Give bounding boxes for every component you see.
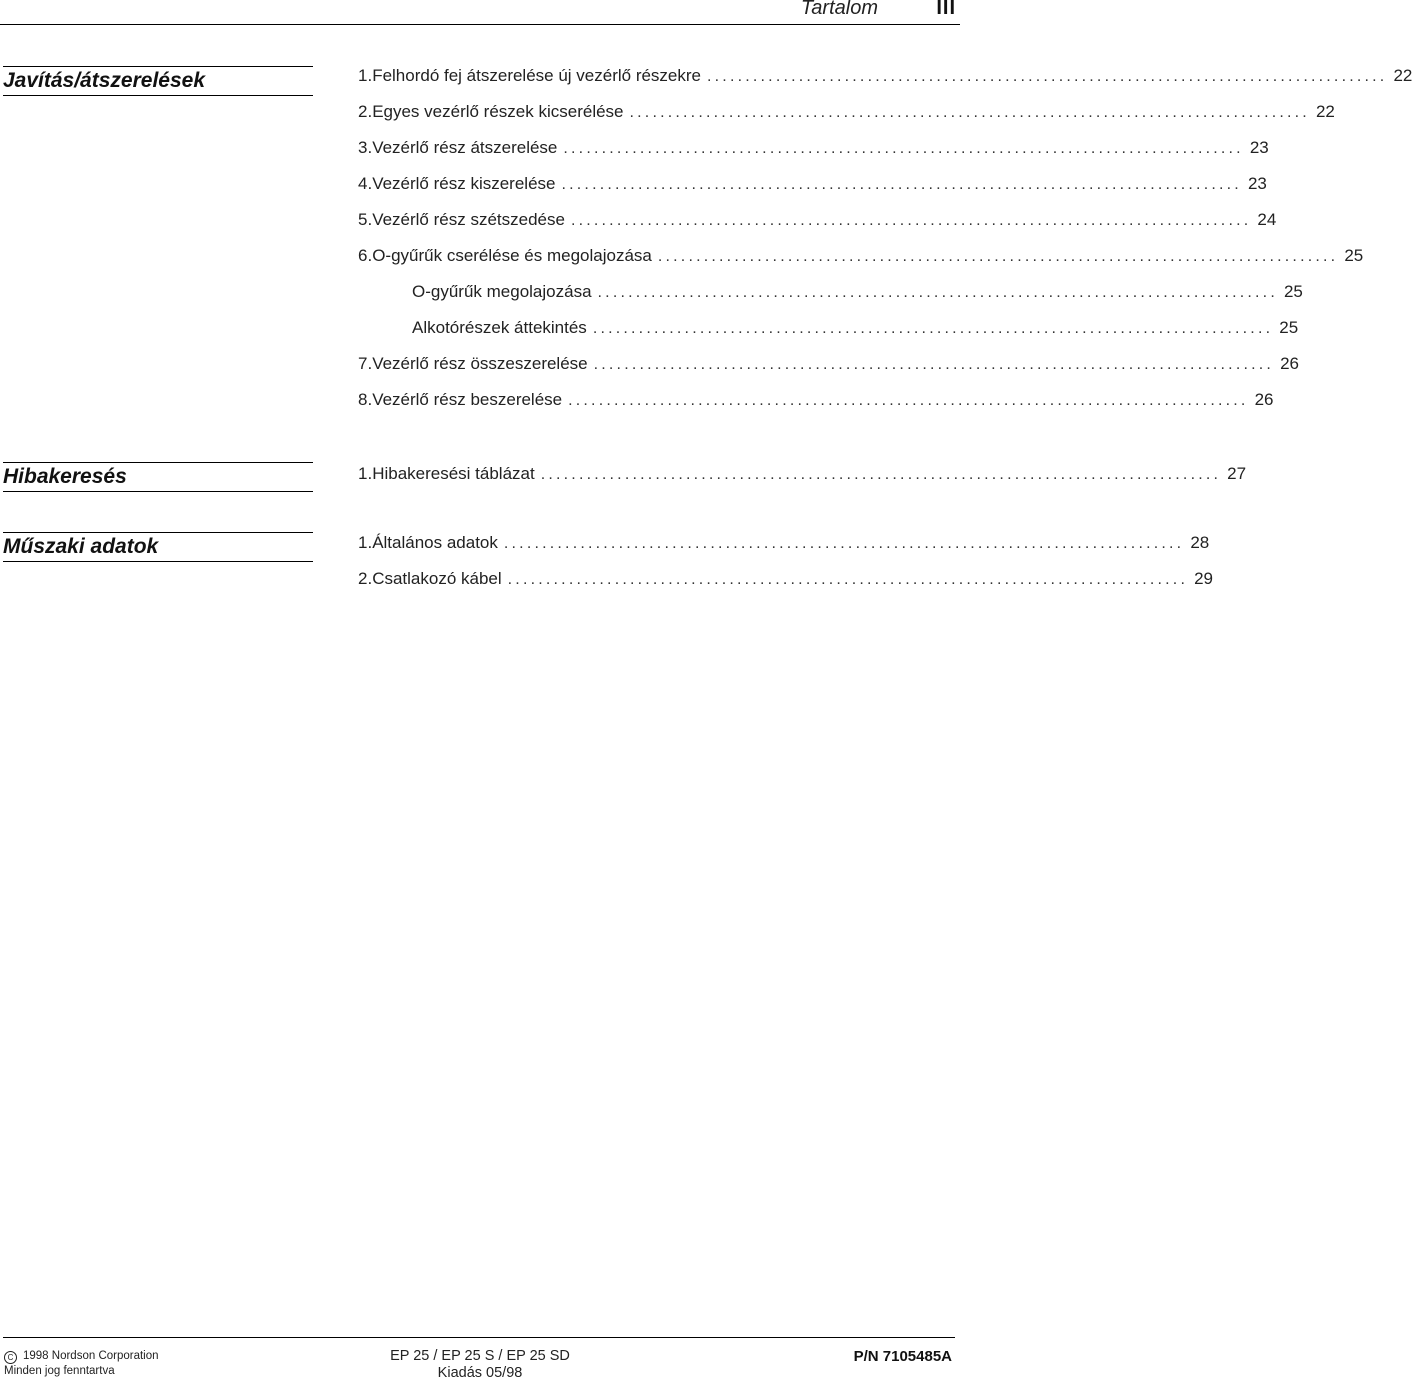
entry-page: 29 (1194, 569, 1214, 588)
leader-dots: ......................................................................................... (570, 212, 1252, 229)
entry-number: 4. (358, 174, 373, 193)
entry-title: Vezérlő rész kiszerelése (372, 174, 556, 193)
leader-dots: ......................................................................................... (540, 466, 1222, 483)
entry-title: Vezérlő rész szétszedése (372, 210, 565, 229)
toc-list (358, 58, 1412, 418)
header-page-number: III (936, 0, 956, 19)
leader-dots: ......................................................................................... (629, 104, 1310, 121)
rights-text: Minden jog fenntartva (4, 1365, 115, 1377)
footer-copyright (4, 1349, 159, 1378)
toc-subentry[interactable] (358, 310, 1299, 346)
leader-dots: ......................................................................................... (503, 535, 1185, 552)
footer-rule (3, 1337, 955, 1338)
toc-entry[interactable] (358, 561, 1214, 597)
toc-entry[interactable] (358, 166, 1267, 202)
entry-title: Csatlakozó kábel (372, 569, 502, 588)
entry-page: 26 (1280, 354, 1299, 373)
entry-title: O-gyűrűk cserélése és megolajozása (372, 246, 652, 265)
entry-title: Vezérlő rész összeszerelése (372, 354, 588, 373)
header-title: Tartalom (800, 0, 878, 19)
entry-title: Általános adatok (372, 533, 498, 552)
entry-page: 26 (1254, 390, 1274, 409)
entry-page: 28 (1190, 533, 1210, 552)
entry-number: 5. (358, 210, 373, 229)
section-title: Javítás/átszerelések (3, 69, 205, 92)
toc-entry[interactable] (358, 525, 1210, 561)
leader-dots: ......................................................................................... (707, 68, 1388, 85)
entry-page: 22 (1393, 66, 1412, 85)
toc-entry[interactable] (358, 58, 1412, 94)
entry-page: 23 (1247, 174, 1267, 193)
leader-dots: ......................................................................................... (657, 248, 1339, 265)
entry-number: 1. (358, 533, 373, 552)
header-rule (0, 24, 960, 25)
entry-page: 27 (1227, 464, 1247, 483)
toc-subentry[interactable] (358, 274, 1303, 310)
entry-page: 25 (1283, 282, 1303, 301)
copyright-icon: C (4, 1351, 17, 1364)
leader-dots: ......................................................................................... (561, 176, 1242, 193)
entry-page: 24 (1257, 210, 1277, 229)
entry-title: Vezérlő rész átszerelése (372, 138, 558, 157)
entry-number: 6. (358, 246, 373, 265)
entry-title: Hibakeresési táblázat (372, 464, 535, 483)
entry-number: 2. (358, 102, 373, 121)
section-label (3, 462, 313, 492)
edition-text: Kiadás 05/98 (437, 1365, 523, 1381)
toc-entry[interactable] (358, 130, 1269, 166)
entry-title: Egyes vezérlő részek kicserélése (372, 102, 624, 121)
leader-dots: ......................................................................................... (568, 392, 1249, 409)
footer-product-info (380, 1348, 580, 1382)
entry-number: 1. (358, 66, 373, 85)
toc-entry[interactable] (358, 94, 1335, 130)
toc-entry[interactable] (358, 202, 1277, 238)
entry-number: 3. (358, 138, 373, 157)
entry-title: Felhordó fej átszerelése új vezérlő részekre (372, 66, 702, 85)
entry-number: 7. (358, 354, 373, 373)
copyright-text: 1998 Nordson Corporation (23, 1350, 159, 1362)
entry-number: 1. (358, 464, 373, 483)
leader-dots: ......................................................................................... (563, 140, 1244, 157)
page-header (0, 0, 960, 22)
toc-entry[interactable] (358, 456, 1247, 492)
section-label (3, 66, 313, 96)
entry-number: 2. (358, 569, 373, 588)
entry-number: 8. (358, 390, 373, 409)
toc-entry[interactable] (358, 382, 1274, 418)
entry-title: Vezérlő rész beszerelése (372, 390, 563, 409)
entry-title: Alkotórészek áttekintés (412, 318, 587, 337)
entry-page: 25 (1279, 318, 1299, 337)
entry-page: 25 (1344, 246, 1364, 265)
leader-dots: ......................................................................................... (507, 571, 1189, 588)
section-title: Műszaki adatok (3, 535, 159, 558)
toc-entry[interactable] (358, 238, 1364, 274)
entry-title: O-gyűrűk megolajozása (412, 282, 592, 301)
section-label (3, 532, 313, 562)
model-list: EP 25 / EP 25 S / EP 25 SD (390, 1348, 570, 1364)
entry-page: 23 (1249, 138, 1269, 157)
leader-dots: ......................................................................................... (597, 284, 1278, 301)
part-number: P/N 7105485A (853, 1348, 952, 1365)
leader-dots: ......................................................................................... (593, 356, 1275, 373)
toc-entry[interactable] (358, 346, 1299, 382)
section-title: Hibakeresés (3, 465, 127, 488)
toc-list (358, 456, 1247, 492)
leader-dots: ......................................................................................... (592, 320, 1274, 337)
entry-page: 22 (1315, 102, 1335, 121)
toc-list (358, 525, 1214, 597)
